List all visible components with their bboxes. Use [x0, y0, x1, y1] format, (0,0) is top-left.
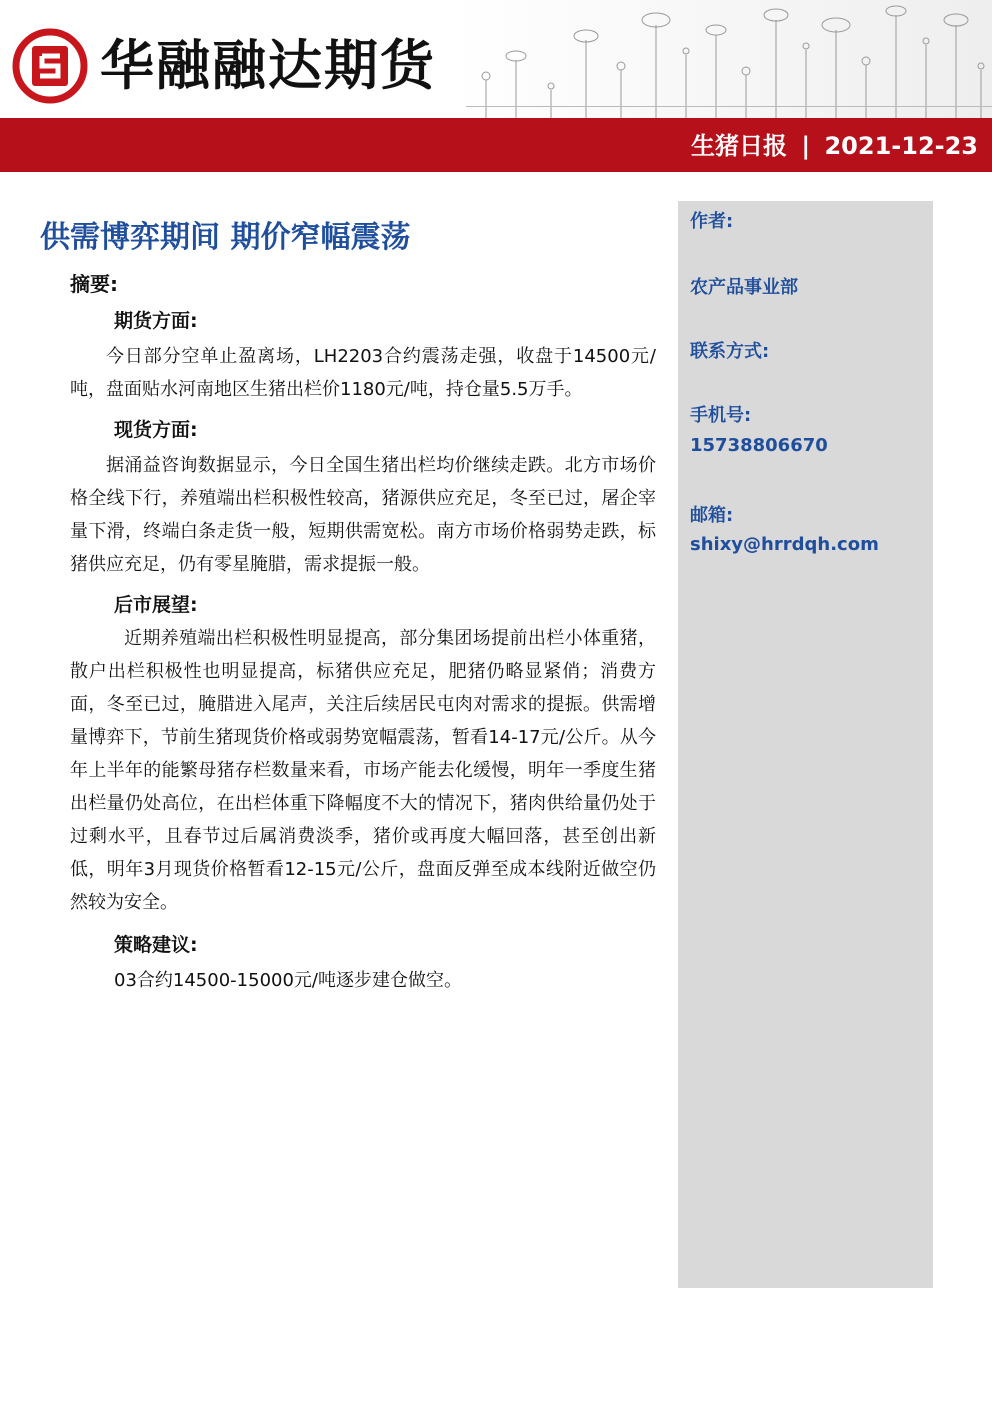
spot-paragraph: 据涌益咨询数据显示，今日全国生猪出栏均价继续走跌。北方市场价格全线下行，养殖端出栏积极性较高，猪源供应充足，冬至已过，屠企宰量下滑，终端白条走货一般，短期供需宽松。南方市场价格弱势走跌，标猪供应充足，仍有零星腌腊，需求提振一般。 — [70, 455, 656, 575]
report-separator: | — [801, 132, 811, 160]
page-header — [0, 0, 992, 172]
author-value: 农产品事业部 — [690, 277, 798, 298]
futures-heading: 期货方面: — [114, 310, 198, 332]
page-title: 供需博弈期间 期价窄幅震荡 — [40, 220, 411, 255]
phone-label: 手机号: — [690, 405, 752, 426]
strategy-paragraph: 03合约14500-15000元/吨逐步建仓做空。 — [114, 970, 462, 991]
header-decoration — [456, 0, 992, 118]
outlook-paragraph: 近期养殖端出栏积极性明显提高，部分集团场提前出栏小体重猪，散户出栏积极性也明显提高，标猪供应充足，肥猪仍略显紧俏；消费方面，冬至已过，腌腊进入尾声，关注后续居民屯肉对需求的提振。供需增量博弈下，节前生猪现货价格或弱势宽幅震荡，暂看14-17元/公斤。从今年上半年的能繁母猪存栏数量来看，市场产能去化缓慢，明年一季度生猪出栏量仍处高位，在出栏体重下降幅度不大的情况下，猪肉供给量仍处于过剩水平，且春节过后属消费淡季，猪价或再度大幅回落，甚至创出新低，明年3月现货价格暂看12-15元/公斤，盘面反弹至成本线附近做空仍然较为安全。 — [70, 628, 656, 913]
futures-paragraph: 今日部分空单止盈离场，LH2203合约震荡走强，收盘于14500元/吨，盘面贴水河南地区生猪出栏价1180元/吨，持仓量5.5万手。 — [70, 346, 656, 400]
author-label: 作者: — [690, 211, 734, 232]
report-type: 生猪日报 — [691, 132, 787, 160]
contact-label: 联系方式: — [690, 341, 770, 362]
strategy-heading: 策略建议: — [114, 934, 198, 956]
company-name: 华融融达期货 — [100, 34, 436, 97]
email-label: 邮箱: — [690, 505, 734, 526]
email-value[interactable]: shixy@hrrdqh.com — [690, 534, 879, 555]
phone-value: 15738806670 — [690, 435, 828, 456]
report-tag — [691, 128, 978, 164]
report-date: 2021-12-23 — [824, 132, 978, 160]
outlook-heading: 后市展望: — [114, 594, 198, 616]
author-sidebar — [678, 201, 933, 1288]
spot-heading: 现货方面: — [114, 419, 198, 441]
summary-heading: 摘要: — [70, 272, 118, 296]
company-logo-icon — [12, 28, 88, 104]
